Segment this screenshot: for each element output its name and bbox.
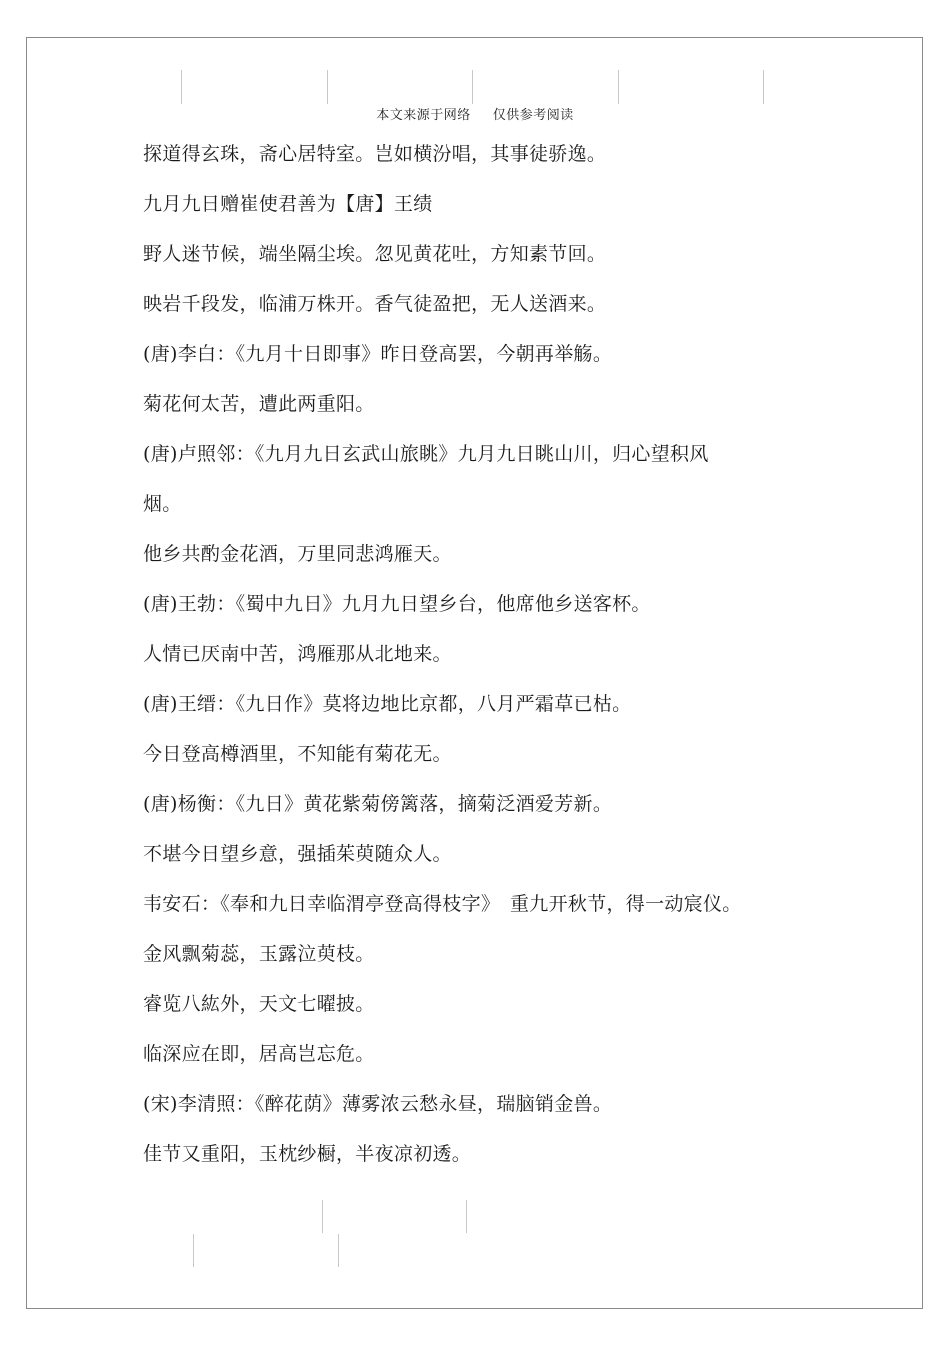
poem-line: (唐)王缙：《九日作》莫将边地比京都，八月严霜草已枯。 [143,693,632,715]
poem-line: 临深应在即，居高岂忘危。 [143,1043,375,1065]
poem-line: 映岩千段发，临浦万株开。香气徒盈把，无人送酒来。 [143,293,607,315]
top-tick-2 [327,70,328,104]
poem-line: (唐)杨衡：《九日》黄花紫菊傍篱落，摘菊泛酒爱芳新。 [143,793,613,815]
top-tick-5 [763,70,764,104]
bottom-tick-3 [193,1234,194,1267]
top-tick-4 [618,70,619,104]
poem-line: (唐)卢照邻：《九月九日玄武山旅眺》九月九日眺山川，归心望积风 [143,443,709,465]
poem-line: 烟。 [143,493,182,515]
poem-line: 不堪今日望乡意，强插茱萸随众人。 [143,843,452,865]
poem-line: 今日登高樽酒里，不知能有菊花无。 [143,743,452,765]
reference-note: 仅供参考阅读 [492,108,574,123]
bottom-tick-4 [338,1234,339,1267]
poem-line: 佳节又重阳，玉枕纱橱，半夜凉初透。 [143,1143,472,1165]
poem-line: (宋)李清照：《醉花荫》薄雾浓云愁永昼，瑞脑销金兽。 [143,1093,613,1115]
page-header-note [0,104,950,123]
bottom-tick-2 [466,1200,467,1233]
poem-title-line: 九月九日赠崔使君善为【唐】王绩 [143,193,433,215]
page-border [26,37,923,1309]
bottom-tick-1 [322,1200,323,1233]
poem-line: 他乡共酌金花酒，万里同悲鸿雁天。 [143,543,452,565]
top-tick-3 [472,70,473,104]
poem-line: 金风飘菊蕊，玉露泣萸枝。 [143,943,375,965]
poem-line: 韦安石：《奉和九日幸临渭亭登高得枝字》 重九开秋节，得一动宸仪。 [143,893,742,915]
top-tick-1 [181,70,182,104]
poem-line: 野人迷节候，端坐隔尘埃。忽见黄花吐，方知素节回。 [143,243,607,265]
poem-line: (唐)李白：《九月十日即事》昨日登高罢，今朝再举觞。 [143,343,613,365]
source-note: 本文来源于网络 [376,108,471,123]
poem-line: 菊花何太苦，遭此两重阳。 [143,393,375,415]
poem-line: 探道得玄珠，斋心居特室。岂如横汾唱，其事徒骄逸。 [143,143,607,165]
poem-line: 人情已厌南中苦，鸿雁那从北地来。 [143,643,452,665]
poem-line: 睿览八紘外，天文七曜披。 [143,993,375,1015]
poem-line: (唐)王勃：《蜀中九日》九月九日望乡台，他席他乡送客杯。 [143,593,651,615]
